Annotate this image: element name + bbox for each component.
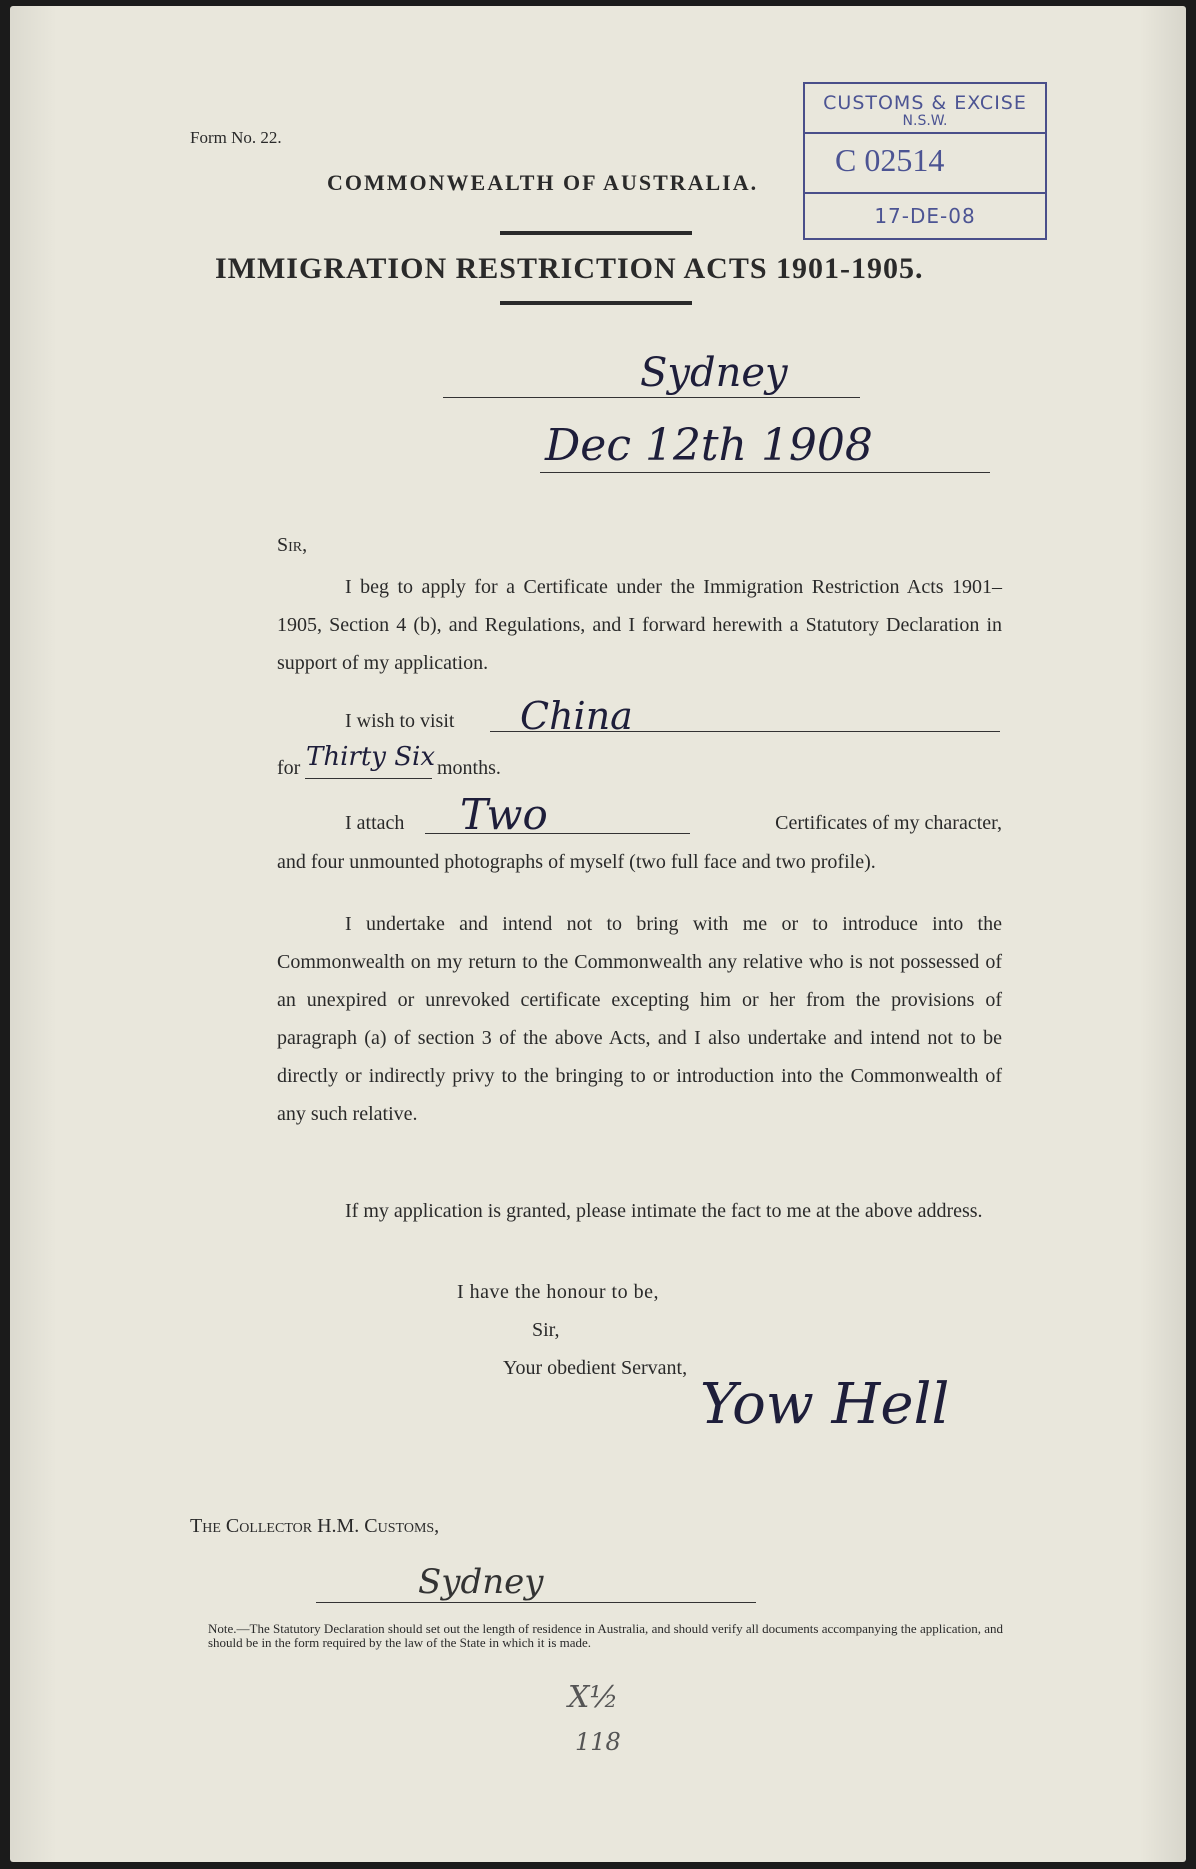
heading-rule-top [500, 231, 692, 235]
collector-line [316, 1602, 756, 1603]
closing-servant: Your obedient Servant, [503, 1357, 688, 1379]
duration-line [305, 778, 432, 779]
pencil-number: 118 [575, 1728, 621, 1756]
handwritten-place: Sydney [640, 350, 788, 396]
commonwealth-heading: COMMONWEALTH OF AUSTRALIA. [327, 170, 759, 195]
customs-stamp [803, 82, 1047, 240]
form-number: Form No. 22. [190, 128, 282, 147]
place-line [443, 397, 860, 398]
handwritten-collector-place: Sydney [418, 1562, 544, 1602]
act-title: IMMIGRATION RESTRICTION ACTS 1901-1905. [215, 252, 924, 285]
wish-prefix: I wish to visit [345, 710, 455, 732]
attach-suffix: Certificates of my character, [775, 812, 1002, 834]
closing-honour: I have the honour to be, [457, 1281, 659, 1303]
attach-line2: and four unmounted photographs of myself (two full face and two profile). [277, 851, 876, 873]
handwritten-date: Dec 12th 1908 [545, 420, 873, 471]
handwritten-destination: China [520, 694, 633, 738]
stamp-number: C 02514 [835, 142, 945, 178]
attach-prefix: I attach [345, 812, 405, 834]
paragraph-apply: I beg to apply for a Certificate under the Immigration Restriction Acts 1901–1905, Section 4 (b), and Regulations, and I forward herewith a Statutory Declaration in support of my application. [277, 576, 1002, 674]
handwritten-certificates: Two [460, 790, 548, 839]
footnote: Note.—The Statutory Declaration should set out the length of residence in Australia, and should verify all documents accompanying the application, and should be in the form required by the law of the State in which it is made. [208, 1621, 1003, 1650]
paragraph-intimate: If my application is granted, please intimate the fact to me at the above address. [345, 1200, 983, 1222]
collector-address: The Collector H.M. Customs, [190, 1515, 440, 1537]
stamp-line2: N.S.W. [902, 113, 948, 129]
date-line [540, 472, 990, 473]
stamp-date: 17-DE-08 [874, 204, 976, 228]
stamp-divider [805, 192, 1045, 194]
stamp-line1: CUSTOMS & EXCISE [823, 92, 1027, 114]
months-label: months. [437, 757, 501, 779]
salutation: Sir, [277, 534, 308, 556]
pencil-mark: X½ [568, 1680, 619, 1715]
closing-sir: Sir, [532, 1319, 560, 1341]
heading-rule-bottom [500, 301, 692, 305]
stamp-divider [805, 132, 1045, 134]
handwritten-duration: Thirty Six [306, 742, 436, 772]
signature: Yow Hell [700, 1372, 950, 1437]
paragraph-undertaking: I undertake and intend not to bring with me or to introduce into the Commonwealth on my return to the Commonwealth any relative who is not possessed of an unexpired or unrevoked certificate excepting him or her from the provisions of paragraph (a) of section 3 of the above Acts, and I also undertake and intend not to be directly or indirectly privy to the bringing to or introduction into the Commonwealth of any such relative. [277, 913, 1002, 1125]
for-prefix: for [277, 757, 301, 779]
